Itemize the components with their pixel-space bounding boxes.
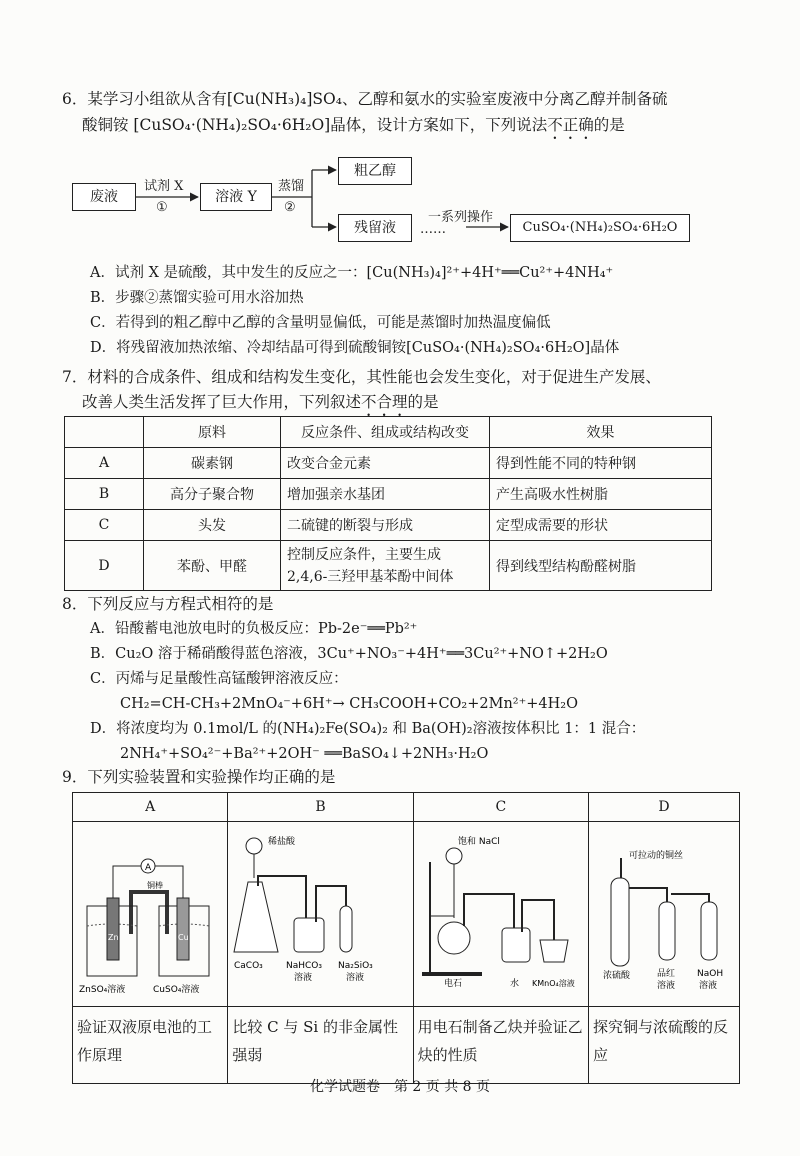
cuso4-label: CuSO₄溶液: [153, 985, 200, 995]
copper-acid-diagram: [589, 822, 739, 1002]
delivery-tube: [464, 894, 514, 932]
q9-apparatus-b: [228, 822, 413, 1007]
q7-change: 增加强亲水基团: [281, 479, 490, 510]
q7-emphasis: 不合理: [361, 393, 408, 411]
q7-effect: 定型成需要的形状: [490, 510, 712, 541]
q7-header-effect: 效果: [490, 417, 712, 448]
q7-header-row: [65, 417, 712, 448]
q8-stem: 8．下列反应与方程式相符的是: [62, 595, 274, 613]
q6-emphasis: 不正确: [547, 116, 594, 134]
acetylene-diagram: [414, 822, 584, 1002]
q7-stem-end: 的是: [407, 393, 439, 411]
q6-stem-end: 的是: [593, 116, 625, 134]
q6-option-c: C．若得到的粗乙醇中乙醇的含量明显偏低，可能是蒸馏时加热温度偏低: [90, 315, 551, 331]
q7-stem-text: 改善人类生活发挥了巨大作用，下列叙述: [82, 393, 362, 411]
pink-red-tube: [659, 902, 675, 960]
flow-dots: ……: [420, 222, 446, 237]
flow-solution-box: 溶液 Y: [200, 183, 272, 211]
carbide-label: 电石: [443, 979, 462, 989]
q7-material: 碳素钢: [144, 448, 281, 479]
funnel-bulb: [446, 848, 462, 864]
conical-flask: [234, 882, 278, 952]
flow-residue-box: 残留液: [338, 214, 412, 242]
q7-change-line2: 2,4,6-三羟甲基苯酚中间体: [287, 568, 454, 585]
cu-label: Cu: [178, 933, 189, 942]
q6-option-b: B．步骤②蒸馏实验可用水浴加热: [90, 290, 304, 306]
caco3-label: CaCO₃: [234, 961, 264, 971]
wash-bottle: [294, 918, 324, 952]
flow-product-box: CuSO₄·(NH₄)₂SO₄·6H₂O: [510, 214, 690, 242]
q7-row-c: [65, 510, 712, 541]
q7-effect: 得到线型结构酚醛树脂: [490, 541, 712, 591]
q9-header-d: D: [589, 793, 740, 822]
reaction-tube: [611, 878, 629, 966]
q7-effect: 得到性能不同的特种钢: [490, 448, 712, 479]
q9-desc-d: 探究铜与浓硫酸的反应: [589, 1007, 740, 1084]
q8-option-a: A．铅酸蓄电池放电时的负极反应：Pb-2e⁻══Pb²⁺: [90, 621, 418, 637]
dropping-funnel: [248, 852, 260, 878]
naoh-tube: [701, 902, 717, 960]
q7-header-material: 原料: [144, 417, 281, 448]
stand-base: [422, 972, 482, 976]
q9-apparatus-a: [73, 822, 228, 1007]
flow-step1-label: ①: [156, 200, 168, 215]
q7-header-blank: [65, 417, 144, 448]
q7-row-label: B: [65, 479, 144, 510]
q6-stem-line1: 6．某学习小组欲从含有[Cu(NH₃)₄]SO₄、乙醇和氨水的实验室废液中分离乙醇并制备硫: [62, 90, 668, 108]
pinkred-label-2: 溶液: [657, 981, 676, 991]
q9-header-c: C: [413, 793, 588, 822]
q7-change-line1: 控制反应条件，主要生成: [287, 546, 441, 563]
q9-description-row: [73, 1007, 740, 1084]
nahco3-label-2: 溶液: [294, 973, 313, 983]
q7-material: 头发: [144, 510, 281, 541]
q6-stem-line2: [82, 114, 625, 143]
q9-header-a: A: [73, 793, 228, 822]
znso4-label: ZnSO₄溶液: [79, 985, 126, 995]
wire-label: 可拉动的铜丝: [629, 851, 684, 861]
q9-desc-a: 验证双液原电池的工作原理: [73, 1007, 228, 1084]
q8-option-d: D．将浓度均为 0.1mol/L 的(NH₄)₂Fe(SO₄)₂ 和 Ba(OH)₂溶液按体积比 1：1 混合：: [90, 721, 646, 737]
q7-material: 苯酚、甲醛: [144, 541, 281, 591]
q7-row-label: D: [65, 541, 144, 591]
q9-header-row: [73, 793, 740, 822]
q9-apparatus-d: [589, 822, 740, 1007]
q8-option-d-equation: 2NH₄⁺+SO₄²⁻+Ba²⁺+2OH⁻ ══BaSO₄↓+2NH₃·H₂O: [120, 746, 489, 762]
q7-table: [64, 416, 712, 591]
flow-crude-box: 粗乙醇: [338, 157, 412, 185]
flow-step2-label: ②: [284, 200, 296, 215]
nacl-label: 饱和 NaCl: [457, 837, 500, 847]
water-bottle: [502, 928, 530, 962]
q7-effect: 产生高吸水性树脂: [490, 479, 712, 510]
q7-stem-line1: 7．材料的合成条件、组成和结构发生变化，其性能也会发生变化，对于促进生产发展、: [62, 368, 661, 386]
q9-desc-b: 比较 C 与 Si 的非金属性强弱: [228, 1007, 413, 1084]
q7-row-a: [65, 448, 712, 479]
naoh-label: NaOH: [697, 969, 724, 979]
q7-header-change: 反应条件、组成或结构改变: [281, 417, 490, 448]
bridge-label: 铜棒: [147, 881, 163, 890]
nahco3-label: NaHCO₃: [286, 961, 323, 971]
q7-row-d: [65, 541, 712, 591]
q7-row-label: C: [65, 510, 144, 541]
flow-reagent-label: 试剂 X: [144, 179, 184, 194]
na2sio3-label-2: 溶液: [346, 973, 365, 983]
pinkred-label: 品红: [657, 969, 676, 979]
copper-electrode: [177, 898, 189, 960]
q9-apparatus-c: [413, 822, 588, 1007]
q6-option-d: D．将残留液加热浓缩、冷却结晶可得到硫酸铜铵[CuSO₄·(NH₄)₂SO₄·6H₂O]晶体: [90, 340, 620, 356]
beaker: [540, 940, 568, 962]
acid-label: 稀盐酸: [268, 837, 296, 847]
funnel-bulb: [246, 838, 262, 854]
q9-stem: 9．下列实验装置和实验操作均正确的是: [62, 768, 336, 786]
q6-option-a: A．试剂 X 是硫酸，其中发生的反应之一：[Cu(NH₃)₄]²⁺+4H⁺══Cu²⁺+4NH₄⁺: [90, 265, 614, 281]
q8-option-c-equation: CH₂=CH-CH₃+2MnO₄⁻+6H⁺→ CH₃COOH+CO₂+2Mn²⁺+4H₂O: [120, 696, 578, 712]
water-label: 水: [509, 979, 519, 989]
q7-material: 高分子聚合物: [144, 479, 281, 510]
flow-series-label: 一系列操作: [428, 210, 494, 225]
q7-row-label: A: [65, 448, 144, 479]
ammeter-label: A: [145, 863, 152, 873]
na2sio3-label: Na₂SiO₃: [338, 961, 374, 971]
zn-label: Zn: [108, 933, 119, 942]
page-footer: 化学试题卷 第 2 页 共 8 页: [309, 1079, 491, 1095]
test-tube: [340, 906, 352, 952]
q7-change: 改变合金元素: [281, 448, 490, 479]
round-flask: [438, 922, 470, 954]
q6-stem-text: 酸铜铵 [CuSO₄·(NH₄)₂SO₄·6H₂O]晶体，设计方案如下，下列说法: [82, 116, 548, 134]
q8-option-c: C．丙烯与足量酸性高锰酸钾溶液反应：: [90, 671, 348, 687]
q7-row-b: [65, 479, 712, 510]
h2so4-label: 浓硫酸: [603, 971, 631, 981]
copper-rod-bridge: [131, 892, 167, 934]
q9-table: [72, 792, 740, 1084]
carbon-silicon-diagram: [228, 822, 408, 1002]
q9-apparatus-row: [73, 822, 740, 1007]
flow-distill-label: 蒸馏: [278, 179, 305, 194]
q7-change: 二硫键的断裂与形成: [281, 510, 490, 541]
naoh-label-2: 溶液: [699, 981, 718, 991]
zinc-electrode: [107, 898, 119, 960]
galvanic-cell-diagram: [73, 822, 223, 1002]
q9-header-b: B: [228, 793, 413, 822]
q8-option-b: B．Cu₂O 溶于稀硝酸得蓝色溶液，3Cu⁺+NO₃⁻+4H⁺══3Cu²⁺+NO↑+2H₂O: [90, 646, 608, 662]
q9-desc-c: 用电石制备乙炔并验证乙炔的性质: [413, 1007, 588, 1084]
flow-waste-box: 废液: [72, 183, 136, 211]
kmno4-label: KMnO₄溶液: [531, 979, 575, 988]
q7-change-multiline: [281, 541, 490, 591]
